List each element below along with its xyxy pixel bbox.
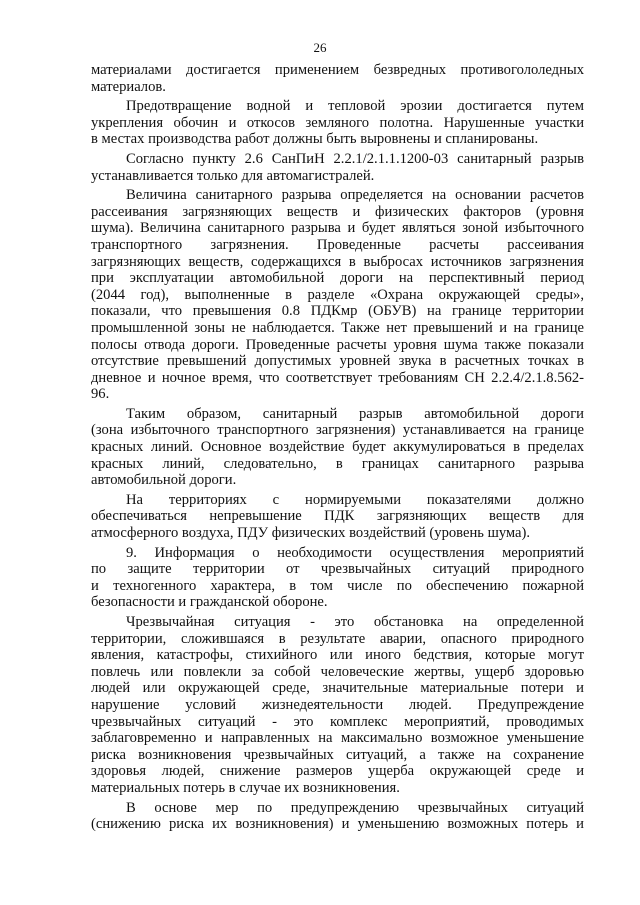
document-body — [91, 62, 584, 836]
text-line: материальных потерь в случае их возникновения. — [91, 779, 400, 796]
text-line: рассеивания загрязняющих веществ и физических факторов (уровня — [91, 203, 584, 220]
text-line: загрязняющих веществ, содержащихся в выбросах источников загрязнения — [91, 253, 584, 270]
paragraph — [91, 492, 584, 542]
paragraph — [91, 62, 584, 95]
text-line: дневное и ночное время, что соответствует требованиям СН 2.2.4/2.1.8.562- — [91, 369, 584, 386]
text-line: Предотвращение водной и тепловой эрозии достигается путем — [126, 98, 584, 115]
text-line: территории, сложившаяся в результате аварии, опасного природного — [91, 630, 584, 647]
text-line: Согласно пункту 2.6 СанПиН 2.2.1/2.1.1.1200-03 санитарный разрыв — [126, 150, 584, 167]
text-line: Таким образом, санитарный разрыв автомобильной дороги — [126, 405, 584, 422]
text-line: (зона избыточного транспортного загрязнения) устанавливается на границе — [91, 422, 584, 439]
text-line: при эксплуатации автомобильной дороги на перспективный период — [91, 270, 584, 287]
text-line: показали, что превышения 0.8 ПДКмр (ОБУВ) на границе территории — [91, 303, 584, 320]
text-line: Чрезвычайная ситуация - это обстановка на определенной — [126, 614, 584, 630]
text-line: в местах производства работ должны быть выровнены и спланированы. — [91, 131, 539, 148]
text-line: укрепления обочин и откосов земляного полотна. Нарушенные участки — [91, 114, 584, 131]
paragraph — [91, 151, 584, 184]
text-line: Величина санитарного разрыва определяется на основании расчетов — [126, 187, 584, 204]
paragraph — [91, 98, 584, 148]
text-line: полосы отвода дороги. Проведенные расчеты уровня шума также показали — [91, 336, 584, 353]
text-line: атмосферного воздуха, ПДУ физических воздействий (уровень шума). — [91, 525, 531, 542]
text-line: чрезвычайных ситуаций - это комплекс мероприятий, проводимых — [91, 713, 584, 730]
text-line: устанавливается только для автомагистралей. — [91, 167, 375, 184]
text-line: людей или окружающей среде, значительные материальные потери и — [91, 680, 584, 697]
text-line: заблаговременно и направленных на максимально возможное уменьшение — [91, 730, 584, 747]
text-line: безопасности и гражданской обороне. — [91, 594, 328, 611]
paragraph — [91, 406, 584, 489]
paragraph — [91, 187, 584, 403]
text-line: (2044 год), выполненные в разделе «Охрана окружающей среды», — [91, 286, 584, 303]
text-line: по защите территории от чрезвычайных ситуаций природного — [91, 561, 584, 578]
text-line: красных линий. Основное воздействие будет аккумулироваться в пределах — [91, 439, 584, 456]
text-line: повлечь или повлекли за собой человеческие жертвы, ущерб здоровью — [91, 663, 584, 680]
text-line: 96. — [91, 386, 110, 403]
text-line: явления, катастрофы, стихийного или иного бедствия, которые могут — [91, 647, 584, 664]
text-line: шума). Величина санитарного разрыва и будет являться зоной избыточного — [91, 220, 584, 237]
text-line: автомобильной дороги. — [91, 472, 237, 489]
text-line: риска возникновения чрезвычайных ситуаций, а также на сохранение — [91, 746, 584, 763]
paragraph — [91, 545, 584, 611]
text-line: На территориях с нормируемыми показателями должно — [126, 491, 584, 508]
text-line: В основе мер по предупреждению чрезвычайных ситуаций — [126, 799, 584, 816]
text-line: здоровья людей, снижение размеров ущерба окружающей среде и — [91, 763, 584, 780]
text-line: материалов. — [91, 78, 166, 95]
page-number: 26 — [313, 40, 327, 55]
text-line: (снижению риска их возникновения) и уменьшению возможных потерь и — [91, 816, 584, 833]
text-line: 9. Информация о необходимости осуществления мероприятий — [126, 544, 584, 561]
text-line: отсутствие превышений допустимых уровней звука в расчетных точках в — [91, 353, 584, 370]
text-line: материалами достигается применением безвредных противогололедных — [91, 62, 584, 78]
text-line: нарушение условий жизнедеятельности людей. Предупреждение — [91, 696, 584, 713]
text-line: красных линий, следовательно, в границах санитарного разрыва — [91, 455, 584, 472]
text-line: транспортного загрязнения. Проведенные расчеты рассеивания — [91, 236, 584, 253]
paragraph — [91, 614, 584, 797]
paragraph — [91, 800, 584, 833]
text-line: и техногенного характера, в том числе по обеспечению пожарной — [91, 577, 584, 594]
text-line: обеспечиваться непревышение ПДК загрязняющих веществ для — [91, 508, 584, 525]
text-line: промышленной зоны не наблюдается. Также нет превышений и на границе — [91, 319, 584, 336]
